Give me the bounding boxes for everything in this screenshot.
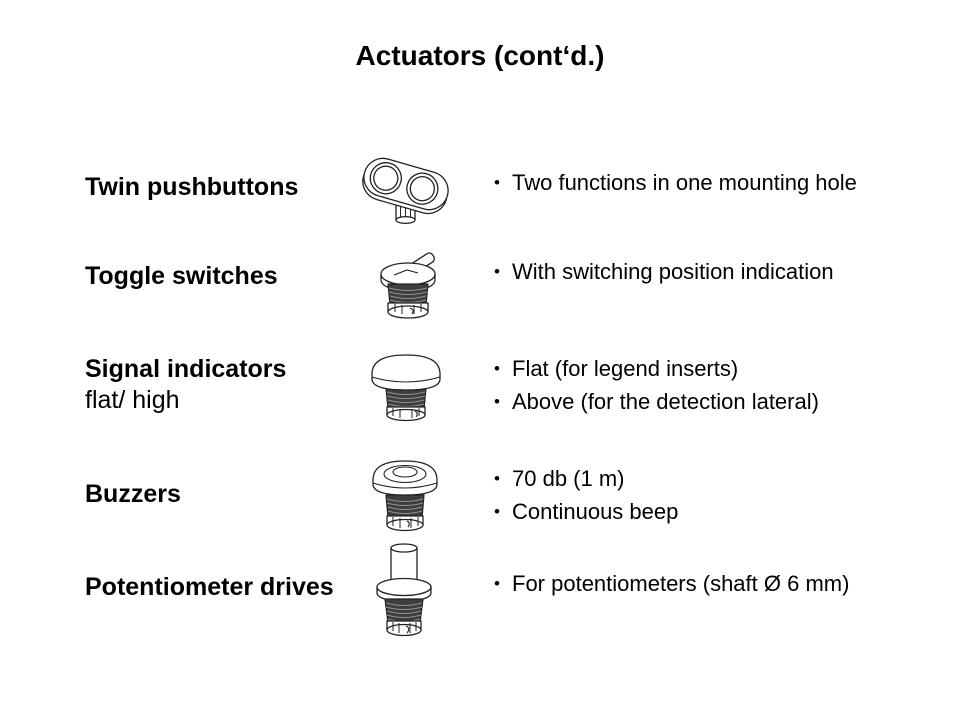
bullet-dot: •: [494, 359, 500, 378]
page-title: Actuators (cont‘d.): [355, 40, 605, 71]
twin-pushbuttons-illustration: [356, 156, 456, 234]
buzzer-icon: [370, 455, 440, 535]
potentiometer-drive-illustration: [366, 541, 442, 641]
bullet-item: [494, 385, 819, 418]
signal-indicator-illustration: [368, 350, 444, 422]
bullet-text: For potentiometers (shaft Ø 6 mm): [512, 571, 850, 596]
bullet-list-row3: [494, 352, 819, 418]
bullet-dot: •: [494, 392, 500, 411]
bullet-dot: •: [494, 173, 500, 192]
bullet-text: Continuous beep: [512, 499, 679, 524]
signal-indicator-icon: [368, 350, 444, 422]
row-label-text: Signal indicators: [85, 355, 287, 383]
bullet-dot: •: [494, 574, 500, 593]
bullet-text: With switching position indication: [512, 259, 834, 284]
bullet-item: [494, 255, 834, 288]
row-label-text: Toggle switches: [85, 262, 278, 290]
row-label-toggle-switches: [85, 261, 278, 292]
bullet-text: Two functions in one mounting hole: [512, 170, 857, 195]
potentiometer-drive-icon: [366, 541, 442, 641]
toggle-switch-illustration: [374, 248, 442, 322]
bullet-list-row4: [494, 462, 678, 528]
row-label-twin-pushbuttons: [85, 172, 298, 203]
bullet-text: Flat (for legend inserts): [512, 356, 739, 381]
bullet-item: [494, 495, 678, 528]
bullet-item: [494, 462, 678, 495]
row-label-buzzers: [85, 479, 181, 510]
row-sublabel-text: flat/ high: [85, 386, 180, 414]
row-label-text: Buzzers: [85, 480, 181, 508]
bullet-item: [494, 352, 819, 385]
bullet-item: [494, 567, 849, 600]
bullet-dot: •: [494, 502, 500, 521]
bullet-dot: •: [494, 469, 500, 488]
row-label-text: Twin pushbuttons: [85, 173, 299, 201]
bullet-dot: •: [494, 262, 500, 281]
bullet-list-row2: [494, 255, 834, 288]
row-label-text: Potentiometer drives: [85, 573, 334, 601]
bullet-text: Above (for the detection lateral): [512, 389, 819, 414]
bullet-list-row1: [494, 166, 857, 199]
buzzer-illustration: [370, 455, 440, 535]
twin-pushbuttons-icon: [356, 156, 456, 234]
bullet-list-row5: [494, 567, 849, 600]
toggle-switch-icon: [374, 248, 442, 322]
bullet-text: 70 db (1 m): [512, 466, 625, 491]
bullet-item: [494, 166, 857, 199]
row-label-signal-indicators: [85, 354, 286, 416]
row-label-potentiometer-drives: [85, 572, 334, 603]
